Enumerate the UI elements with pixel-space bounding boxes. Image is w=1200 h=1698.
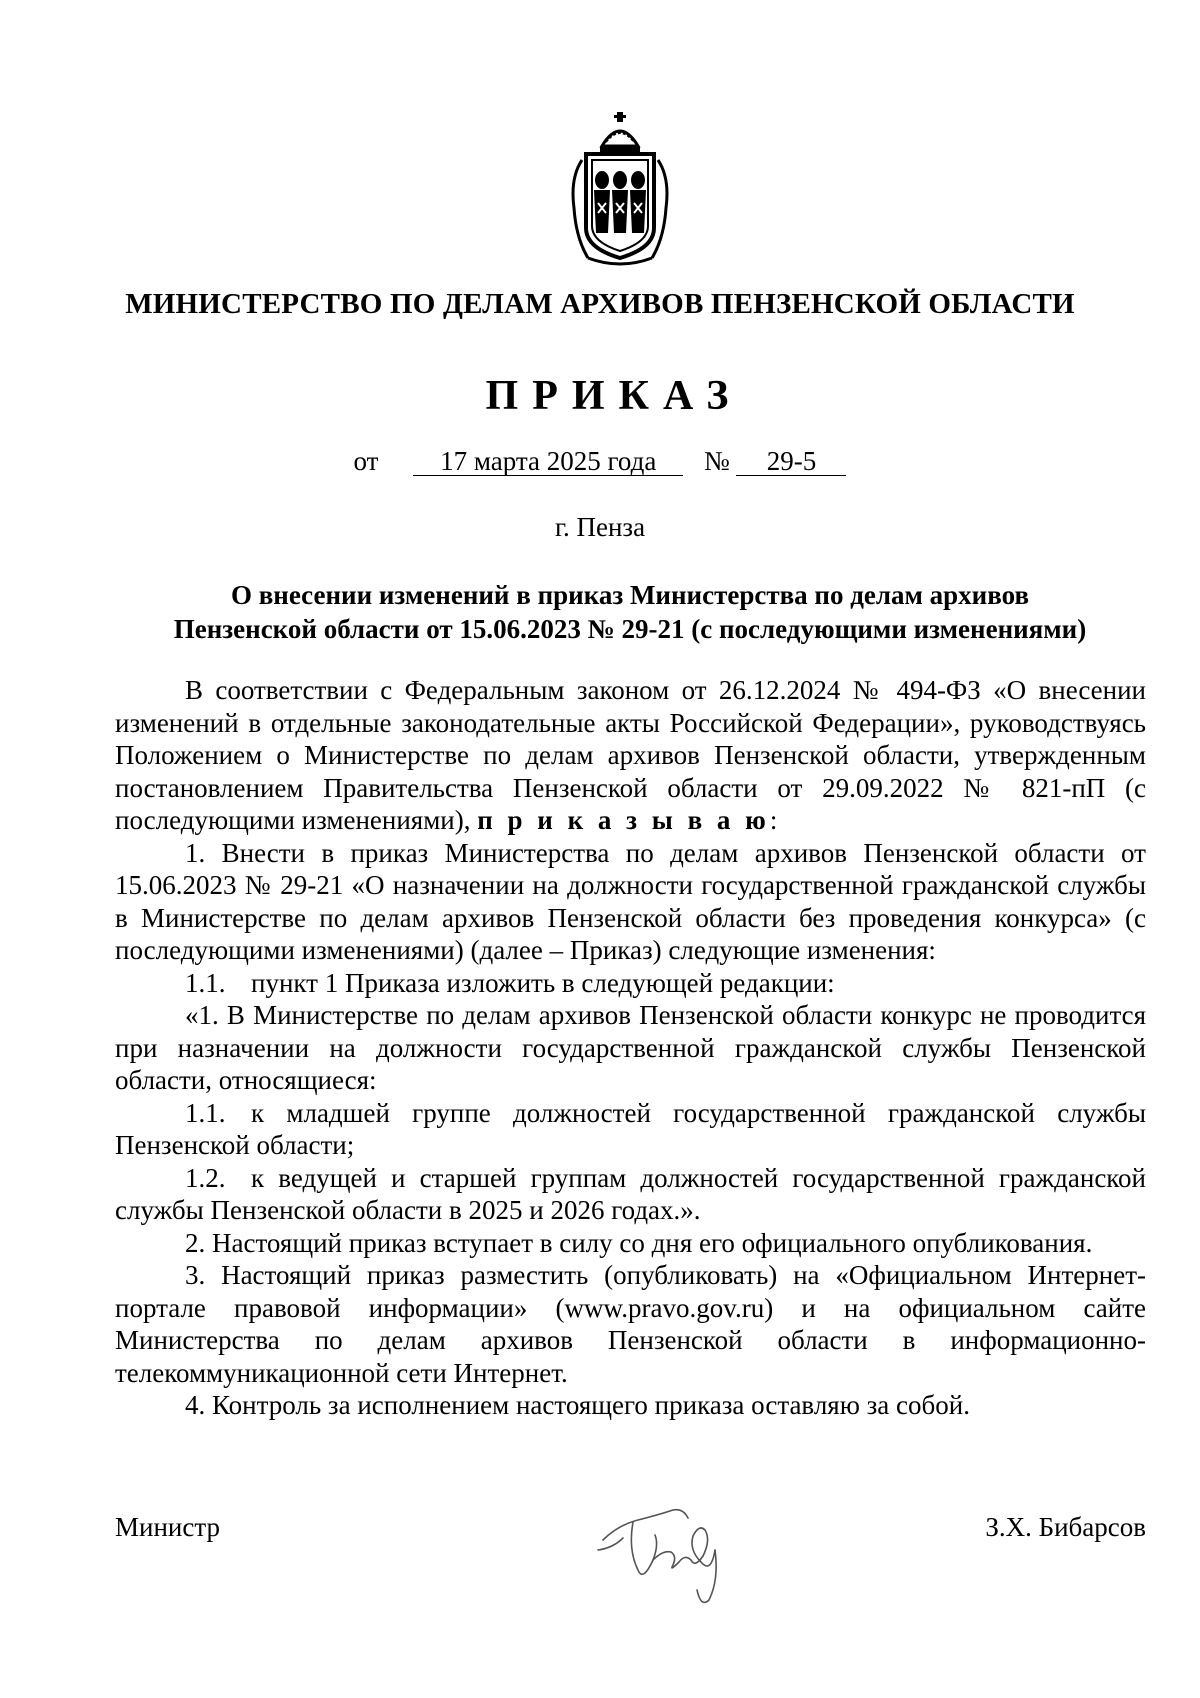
- document-body: [115, 674, 1146, 1422]
- quoted-item-1-1: [115, 1097, 1146, 1162]
- ministry-name: МИНИСТЕРСТВО ПО ДЕЛАМ АРХИВОВ ПЕНЗЕНСКОЙ ОБЛАСТИ: [125, 288, 1075, 320]
- preamble-text: В соответствии с Федеральным законом от 26.12.2024 № 494-ФЗ «О внесении изменений в отдельные законодательные акты Российской Федерации», руководствуясь Положением о Министерстве по делам архивов Пензенской области, утвержденным постановлением Правительства Пензенской области от 29.09.2022 № 821-пП (с последующими изменениями),: [115, 675, 1146, 835]
- handwritten-signature-icon: [593, 1490, 743, 1610]
- paragraph-3: 3. Настоящий приказ разместить (опубликовать) на «Официальном Интернет-портале правовой информации» (www.pravo.gov.ru) и на официальном сайте Министерства по делам архивов Пензенской области в информационно-телекоммуникационной сети Интернет.: [115, 1260, 1146, 1388]
- signature-block: [115, 1490, 1146, 1620]
- document-date: 17 марта 2025 года: [413, 447, 683, 476]
- order-colon: :: [769, 805, 778, 835]
- document-subject: [140, 578, 1120, 646]
- item-text: к младшей группе должностей государственной гражданской службы Пензенской области;: [115, 1097, 1146, 1160]
- item-number: 1.2.: [185, 1162, 226, 1193]
- quoted-item-1-2: [115, 1162, 1146, 1227]
- preamble-paragraph: [115, 674, 1146, 837]
- order-word: п р и к а з ы в а ю: [477, 805, 770, 835]
- paragraph-4: 4. Контроль за исполнением настоящего приказа оставляю за собой.: [185, 1390, 970, 1420]
- paragraph-1: 1. Внести в приказ Министерства по делам архивов Пензенской области от 15.06.2023 № 29-21 «О назначении на должности государственной гражданской службы в Министерстве по делам архивов Пензенской области без проведения конкурса» (с последующими изменениями) (далее – Приказ) следующие изменения:: [115, 837, 1146, 965]
- paragraph-1-1: [115, 967, 1146, 1000]
- paragraph-2: 2. Настоящий приказ вступает в силу со дня его официального опубликования.: [185, 1227, 1093, 1258]
- signer-title: Министр: [115, 1512, 220, 1542]
- number-sign: №: [703, 446, 730, 476]
- subject-line-2: Пензенской области от 15.06.2023 № 29-21 (с последующими изменениями): [173, 614, 1087, 644]
- signer-name: З.Х. Бибарсов: [985, 1512, 1146, 1542]
- date-prefix: от: [353, 446, 379, 476]
- item-text: пункт 1 Приказа изложить в следующей редакции:: [251, 967, 835, 998]
- item-text: к ведущей и старшей группам должностей государственной гражданской службы Пензенской области в 2025 и 2026 годах.».: [115, 1162, 1146, 1225]
- subject-line-1: О внесении изменений в приказ Министерства по делам архивов: [230, 580, 1030, 610]
- item-number: 1.1.: [185, 1097, 226, 1128]
- item-number: 1.1.: [185, 967, 226, 998]
- quoted-paragraph: «1. В Министерстве по делам архивов Пензенской области конкурс не проводится при назначении на должности государственной гражданской службы Пензенской области, относящиеся:: [115, 1000, 1146, 1095]
- document-type-title: ПРИКАЗ: [485, 373, 743, 419]
- date-number-line: [0, 446, 1200, 477]
- penza-region-coat-of-arms-icon: [560, 108, 680, 268]
- city: г. Пенза: [554, 512, 646, 542]
- document-number: 29-5: [736, 447, 846, 476]
